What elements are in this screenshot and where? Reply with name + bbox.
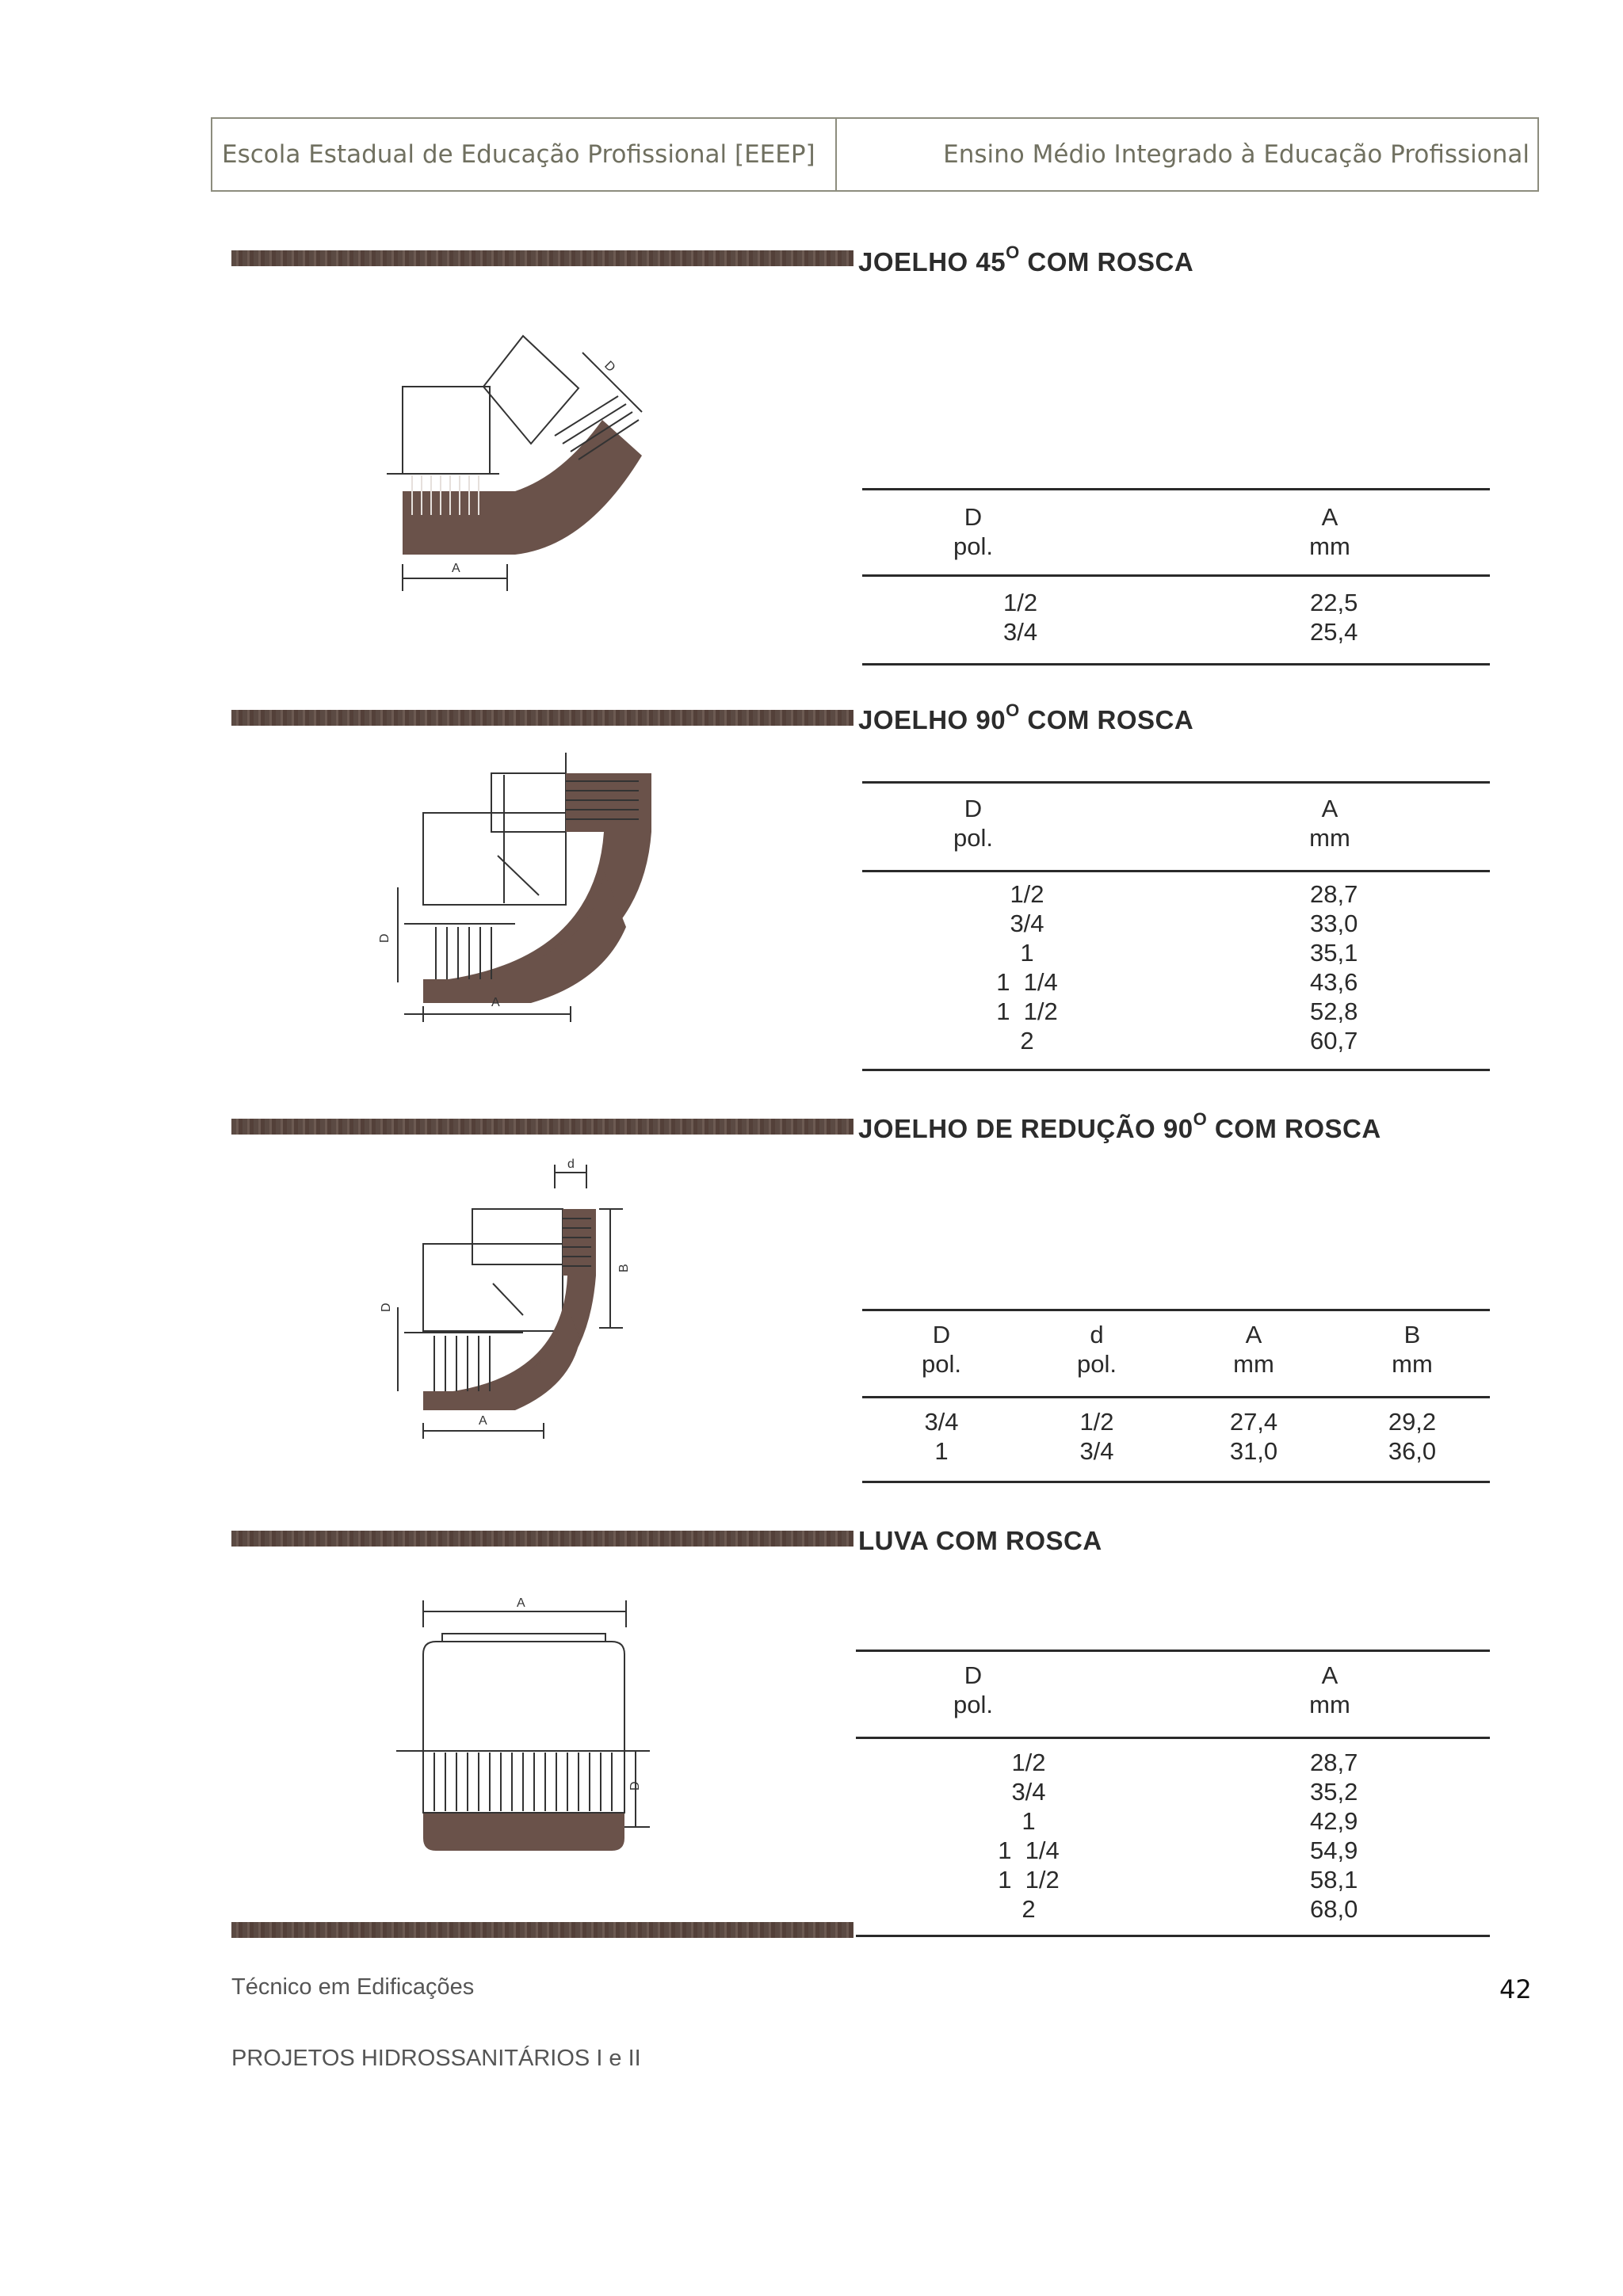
col-header-a: A mm (1233, 1321, 1274, 1378)
col-header-d: D pol. (953, 795, 993, 852)
dim-label-a: A (452, 562, 460, 575)
dim-label-d: D (601, 358, 618, 376)
header-school: Escola Estadual de Educação Profissional [EEEP] (212, 119, 837, 190)
dim-label-d: D (378, 933, 391, 943)
section-bar (231, 250, 854, 266)
table-rule (862, 1481, 1490, 1483)
table-rule (856, 1737, 1490, 1739)
col-values-d: 1/2 3/4 (1003, 589, 1038, 646)
section-title: JOELHO DE REDUÇÃO $90^O$ COM ROSCA (858, 1109, 1381, 1143)
section-bar (231, 1922, 854, 1938)
col-header-a: A mm (1309, 1661, 1350, 1718)
dimension-table (862, 488, 1490, 669)
dim-label-a: A (491, 996, 500, 1009)
table-rule (862, 663, 1490, 666)
table-rule (862, 1396, 1490, 1398)
dim-label-d: D (380, 1302, 393, 1312)
col-header-a: A mm (1309, 503, 1350, 560)
dim-label-a: A (517, 1596, 525, 1610)
reducing-elbow-drawing (372, 1157, 674, 1450)
col-values-small-d: 1/2 3/4 (1079, 1408, 1114, 1465)
col-header-a: A mm (1309, 795, 1350, 852)
section-title: JOELHO $45^O$ COM ROSCA (858, 242, 1194, 277)
section-bar (231, 1531, 854, 1547)
col-values-d: 3/4 1 (924, 1408, 959, 1465)
col-values-a: 27,4 31,0 (1229, 1408, 1278, 1465)
table-rule (862, 488, 1490, 490)
col-values-d: 1/2 3/4 1 1 1/4 1 1/2 2 (996, 880, 1058, 1055)
page-header (211, 117, 1539, 192)
table-rule (862, 1309, 1490, 1311)
table-rule (862, 574, 1490, 577)
col-values-a: 28,7 35,2 42,9 54,9 58,1 68,0 (1310, 1749, 1358, 1923)
coupling-drawing (388, 1592, 689, 1862)
col-header-d: D pol. (922, 1321, 961, 1378)
section-bar (231, 1119, 854, 1135)
table-rule (862, 1069, 1490, 1071)
col-header-b: B mm (1392, 1321, 1433, 1378)
dim-label-b: B (617, 1264, 631, 1272)
col-values-a: 28,7 33,0 35,1 43,6 52,8 60,7 (1310, 880, 1358, 1055)
col-header-d: D pol. (953, 1661, 993, 1718)
table-rule (856, 1935, 1490, 1937)
section-title: JOELHO $90^O$ COM ROSCA (858, 700, 1194, 734)
table-rule (862, 781, 1490, 784)
col-values-a: 22,5 25,4 (1310, 589, 1358, 646)
elbow-90-drawing (372, 753, 674, 1046)
col-values-d: 1/2 3/4 1 1 1/4 1 1/2 2 (998, 1749, 1060, 1923)
page-number: 42 (1499, 1974, 1532, 2004)
dimension-table (856, 1650, 1490, 1941)
col-header-d: D pol. (953, 503, 993, 560)
dim-label-a: A (479, 1414, 487, 1428)
col-values-b: 29,2 36,0 (1388, 1408, 1437, 1465)
footer-course: Técnico em Edificações (231, 1974, 475, 2000)
header-program: Ensino Médio Integrado à Educação Profissional (943, 140, 1529, 169)
table-rule (856, 1650, 1490, 1652)
dimension-table (862, 1309, 1490, 1486)
dimension-table (862, 781, 1490, 1076)
dim-label-d: D (628, 1781, 642, 1791)
footer-subject: PROJETOS HIDROSSANITÁRIOS I e II (231, 2046, 641, 2071)
table-rule (862, 870, 1490, 872)
col-header-small-d: d pol. (1077, 1321, 1117, 1378)
section-bar (231, 710, 854, 726)
elbow-45-drawing (380, 317, 682, 602)
section-title: LUVA COM ROSCA (858, 1526, 1102, 1555)
dim-label-small-d: d (567, 1158, 575, 1171)
